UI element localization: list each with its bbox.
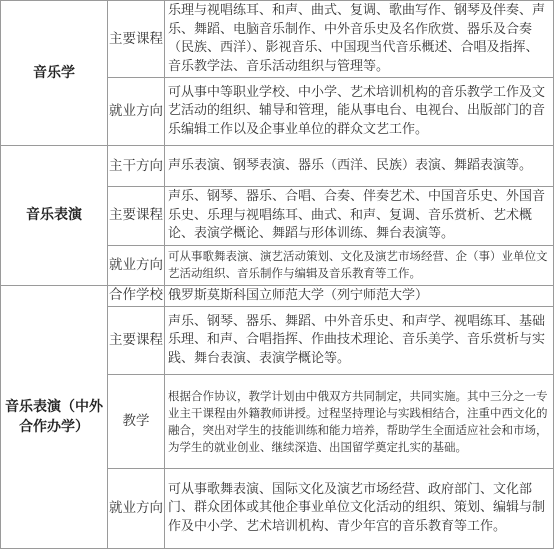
row-content: 乐理与视唱练耳、和声、曲式、复调、歌曲写作、钢琴及伴奏、声乐、舞蹈、电脑音乐制作、中外音乐史及名作欣赏、器乐及合奏（民族、西洋）、影视音乐、中国现当代音乐概述、合唱及指挥、音乐教学法、音乐活动组织与管理等。 [165, 1, 554, 78]
row-category: 合作学校 [108, 285, 165, 307]
major-name-music-studies: 音乐学 [1, 1, 108, 146]
row-content: 根据合作协议，教学计划由中俄双方共同制定，共同实施。其中三分之一专业主干课程由外籍教师讲授。过程坚持理论与实践相结合，注重中西文化的融合，突出对学生的技能训练和能力培养，帮助学生全面适应社会和市场，为学生的就业创业、继续深造、出国留学奠定扎实的基础。 [165, 375, 554, 469]
row-content: 可从事歌舞表演、国际文化及演艺市场经营、政府部门、文化部门、群众团体或其他企事业单位文化活动的组织、策划、编辑与制作及中小学、艺术培训机构、青少年宫的音乐教育等工作。 [165, 469, 554, 549]
row-category: 主要课程 [108, 307, 165, 375]
table-row [1, 285, 554, 307]
row-content: 可从事中等职业学校、中小学、艺术培训机构的音乐教学工作及文艺活动的组织、辅导和管理，能从事电台、电视台、出版部门的音乐编辑工作以及企事业单位的群众文艺工作。 [165, 78, 554, 146]
table-row [1, 1, 554, 78]
table-row [1, 146, 554, 187]
row-content: 声乐、钢琴、器乐、合唱、合奏、伴奏艺术、中国音乐史、外国音乐史、乐理与视唱练耳、曲式、和声、复调、音乐赏析、艺术概论、表演学概论、舞蹈与形体训练、舞台表演等。 [165, 187, 554, 246]
row-category: 主要课程 [108, 187, 165, 246]
major-name-music-performance: 音乐表演 [1, 146, 108, 286]
row-category: 教学 [108, 375, 165, 469]
row-category: 主干方向 [108, 146, 165, 187]
row-content: 俄罗斯莫斯科国立师范大学（列宁师范大学） [165, 285, 554, 307]
major-name-joint-program: 音乐表演（中外合作办学） [1, 285, 108, 549]
row-category: 就业方向 [108, 78, 165, 146]
row-content: 可从事歌舞表演、演艺活动策划、文化及演艺市场经营、企（事）业单位文艺活动组织、音乐制作与编辑及音乐教育等工作。 [165, 245, 554, 285]
row-category: 就业方向 [108, 469, 165, 549]
row-content: 声乐、钢琴、器乐、舞蹈、中外音乐史、和声学、视唱练耳、基础乐理、和声、合唱指挥、作曲技术理论、音乐美学、音乐赏析与实践、舞台表演、表演学概论等。 [165, 307, 554, 375]
row-content: 声乐表演、钢琴表演、器乐（西洋、民族）表演、舞蹈表演等。 [165, 146, 554, 187]
row-category: 主要课程 [108, 1, 165, 78]
row-category: 就业方向 [108, 245, 165, 285]
